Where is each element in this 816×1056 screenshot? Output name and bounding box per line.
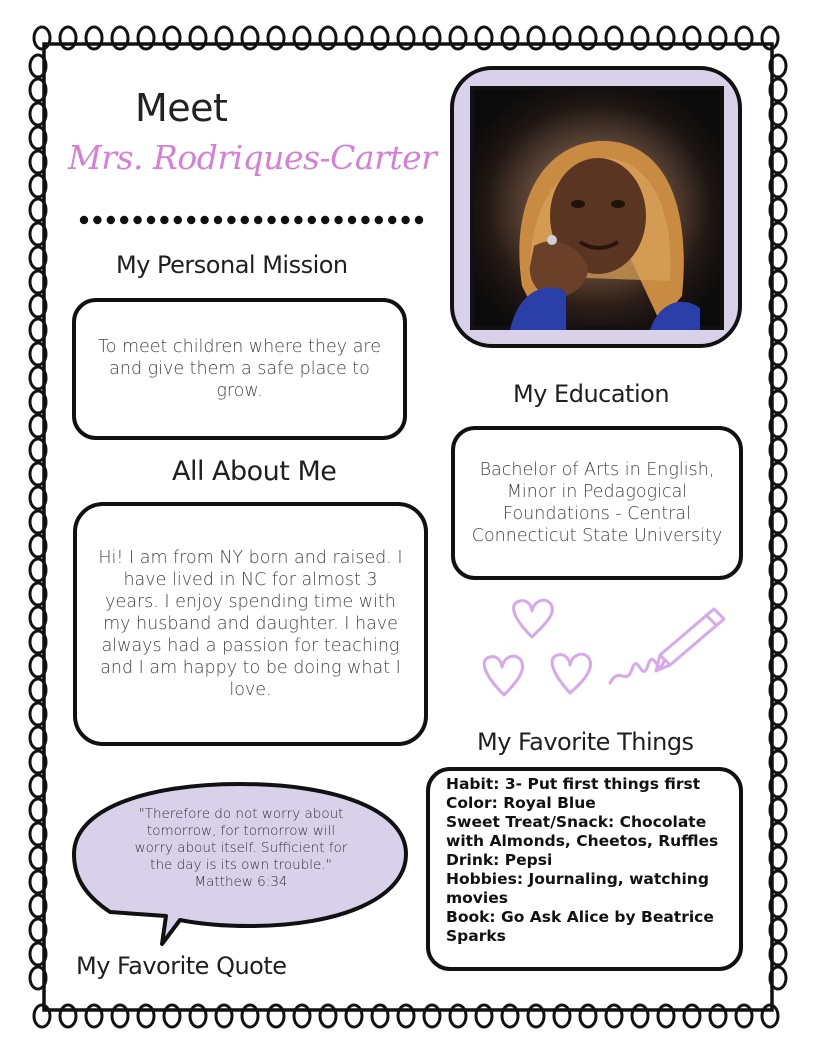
- divider-dot: [241, 216, 249, 224]
- quote-text: "Therefore do not worry about tomorrow, for tomorrow will worry about itself. Sufficient for the day is its own trouble.": [134, 806, 348, 873]
- border-loop: [34, 27, 50, 49]
- divider-dot: [334, 216, 342, 224]
- mission-text: To meet children where they are and give them a safe place to grow.: [97, 337, 382, 401]
- teacher-photo: [470, 86, 724, 330]
- divider-dot: [388, 216, 396, 224]
- education-heading: My Education: [513, 380, 670, 408]
- favorites-heading: My Favorite Things: [477, 728, 694, 756]
- divider-dot: [120, 216, 128, 224]
- divider-dot: [93, 216, 101, 224]
- divider-dot: [281, 216, 289, 224]
- hearts-pencil-doodle: [470, 595, 740, 705]
- favorite-drink: Drink: Pepsi: [446, 851, 553, 869]
- divider-dot: [361, 216, 369, 224]
- about-box: [73, 502, 428, 746]
- meet-label: Meet: [135, 86, 228, 130]
- favorite-hobbies: Hobbies: Journaling, watching movies: [446, 870, 709, 907]
- favorite-color: Color: Royal Blue: [446, 794, 596, 812]
- teacher-photo-frame: [450, 66, 742, 348]
- mission-heading: My Personal Mission: [116, 251, 348, 279]
- divider-dot: [254, 216, 262, 224]
- favorite-book: Book: Go Ask Alice by Beatrice Sparks: [446, 908, 714, 945]
- divider-dot: [160, 216, 168, 224]
- divider-dot: [227, 216, 235, 224]
- heart-icon: [552, 654, 590, 693]
- favorites-list: [446, 775, 725, 946]
- divider-dot: [348, 216, 356, 224]
- about-heading: All About Me: [172, 456, 337, 487]
- quote-reference: Matthew 6:34: [194, 874, 288, 890]
- divider-dot: [107, 216, 115, 224]
- dotted-divider: [78, 213, 426, 227]
- teacher-name: Mrs. Rodriques-Carter: [68, 138, 437, 177]
- mission-box: [72, 298, 407, 440]
- quote-text-block: [128, 806, 354, 891]
- divider-dot: [415, 216, 423, 224]
- divider-dot: [308, 216, 316, 224]
- divider-dot: [375, 216, 383, 224]
- divider-dot: [187, 216, 195, 224]
- about-text: Hi! I am from NY born and raised. I have lived in NC for almost 3 years. I enjoy spending time with my husband and daughter. I have always had a passion for teaching and I am happy to be doing what I love.: [98, 548, 403, 700]
- divider-dot: [200, 216, 208, 224]
- favorite-habit: Habit: 3- Put first things first: [446, 775, 701, 793]
- divider-dot: [174, 216, 182, 224]
- divider-dot: [133, 216, 141, 224]
- quote-heading: My Favorite Quote: [76, 952, 287, 980]
- divider-dot: [147, 216, 155, 224]
- border-loop: [34, 1005, 50, 1027]
- divider-dot: [401, 216, 409, 224]
- divider-dot: [214, 216, 222, 224]
- favorites-box: [426, 767, 743, 971]
- favorite-snack: Sweet Treat/Snack: Chocolate with Almonds, Cheetos, Ruffles: [446, 813, 719, 850]
- heart-icon: [484, 656, 522, 695]
- education-text: Bachelor of Arts in English, Minor in Pedagogical Foundations - Central Connecticut State University: [471, 460, 723, 546]
- divider-dot: [294, 216, 302, 224]
- divider-dot: [321, 216, 329, 224]
- education-box: [451, 426, 743, 580]
- pencil-icon: [656, 609, 724, 671]
- divider-dot: [80, 216, 88, 224]
- heart-icon: [514, 600, 553, 637]
- divider-dot: [267, 216, 275, 224]
